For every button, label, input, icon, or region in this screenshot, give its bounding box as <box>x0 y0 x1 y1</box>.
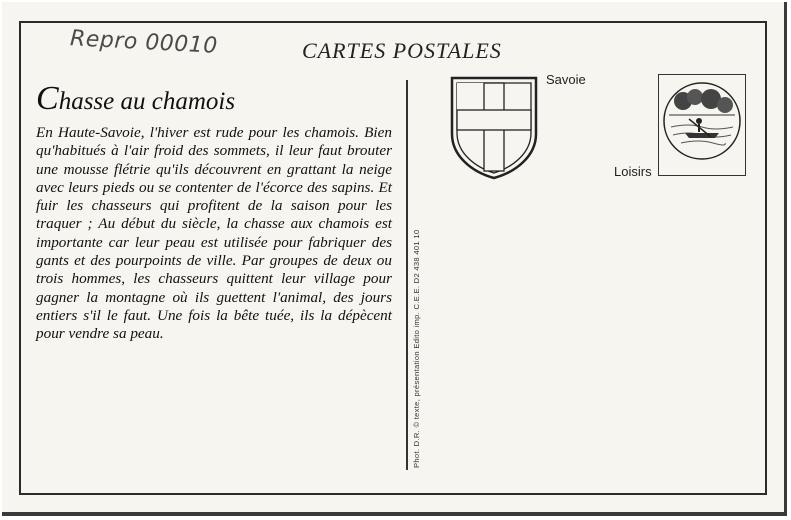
archive-reference: Repro 00010 <box>69 26 219 59</box>
savoie-cross-shield-icon <box>448 74 540 182</box>
canoe-leisure-stamp-icon <box>659 75 745 175</box>
postcard <box>2 2 787 516</box>
stamp-box <box>658 74 746 176</box>
center-divider <box>406 80 408 470</box>
stamp-label: Loisirs <box>614 164 652 179</box>
description-text: En Haute-Savoie, l'hiver est rude pour les chamois. Bien qu'habitués à l'air froid des sommets, il leur faut brouter une mousse flétrie qu'ils découvrent en grattant la neige avec leurs pieds ou se contenter de l'écorce des sapins. Et fuir les chasseurs qui profitent de la saison pour les traquer ; Au début du siècle, la chasse aux chamois est importante car leur peau est utilisée pour fabriquer des gants et des pourpoints de ville. Par groupes de deux ou trois hommes, les chasseurs quittent leur village pour gagner la montagne où ils guettent l'animal, des jours entiers s'il le faut. Une fois la bête tuée, ils la dépècent pour vendre sa peau. <box>36 124 392 343</box>
title-initial: C <box>36 80 59 117</box>
postcard-title <box>36 80 235 118</box>
postcard-header: CARTES POSTALES <box>302 38 502 63</box>
credit-line: Phot. D.R. © texte, présentation Edito imp. C.E.E. D2 438 401 10 <box>412 229 421 468</box>
title-rest: hasse au chamois <box>58 88 236 115</box>
shield-label: Savoie <box>546 72 586 87</box>
